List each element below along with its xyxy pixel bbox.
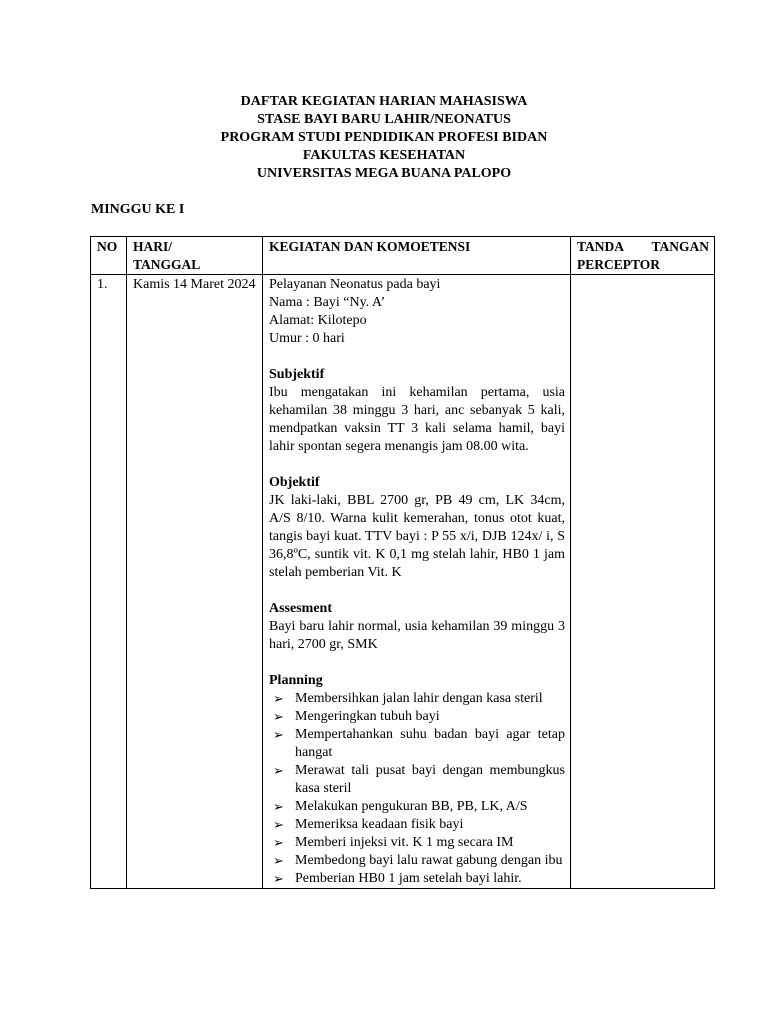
planning-title: Planning bbox=[269, 673, 323, 688]
intro-line: Pelayanan Neonatus pada bayi bbox=[269, 277, 441, 292]
header-day-date bbox=[127, 237, 263, 275]
list-item bbox=[269, 690, 565, 708]
planning-item-text: Memeriksa keadaan fisik bayi bbox=[295, 817, 464, 832]
header-date-label: TANGGAL bbox=[133, 257, 201, 272]
planning-item-text: Memberi injeksi vit. K 1 mg secara IM bbox=[295, 835, 514, 850]
header-signature-line2: PERCEPTOR bbox=[577, 257, 661, 272]
header-program: PROGRAM STUDI PENDIDIKAN PROFESI BIDAN bbox=[220, 130, 548, 145]
header-title: DAFTAR KEGIATAN HARIAN MAHASISWA bbox=[240, 94, 528, 109]
header-stase: STASE BAYI BARU LAHIR/NEONATUS bbox=[257, 112, 511, 127]
arrow-bullet-icon: ➢ bbox=[273, 799, 284, 814]
list-item bbox=[269, 870, 565, 888]
arrow-bullet-icon: ➢ bbox=[273, 727, 284, 742]
planning-item-text: Merawat tali pusat bayi dengan membungkus kasa steril bbox=[295, 763, 565, 796]
header-signature-word1: TANDA bbox=[577, 239, 624, 254]
assesment-title: Assesment bbox=[269, 601, 332, 616]
list-item bbox=[269, 816, 565, 834]
arrow-bullet-icon: ➢ bbox=[273, 817, 284, 832]
table-row bbox=[91, 275, 715, 889]
planning-item-text: Membedong bayi lalu rawat gabung dengan ibu bbox=[295, 853, 563, 868]
planning-item-text: Pemberian HB0 1 jam setelah bayi lahir. bbox=[295, 871, 522, 886]
planning-item-text: Mengeringkan tubuh bayi bbox=[295, 709, 440, 724]
header-faculty: FAKULTAS KESEHATAN bbox=[302, 148, 466, 163]
header-no: NO bbox=[91, 237, 127, 275]
list-item bbox=[269, 708, 565, 726]
planning-item-text: Mempertahankan suhu badan bayi agar tetap hangat bbox=[295, 727, 565, 760]
header-signature-word2: TANGAN bbox=[651, 239, 709, 254]
header-signature bbox=[571, 237, 715, 275]
week-label: MINGGU KE I bbox=[91, 202, 185, 217]
intro-line: Umur : 0 hari bbox=[269, 331, 345, 346]
arrow-bullet-icon: ➢ bbox=[273, 835, 284, 850]
objektif-title: Objektif bbox=[269, 475, 320, 490]
arrow-bullet-icon: ➢ bbox=[273, 853, 284, 868]
list-item bbox=[269, 762, 565, 798]
header-day-label: HARI/ bbox=[133, 239, 173, 254]
row-signature bbox=[571, 275, 715, 889]
header-activity: KEGIATAN DAN KOMOETENSI bbox=[263, 237, 571, 275]
header-university: UNIVERSITAS MEGA BUANA PALOPO bbox=[256, 166, 512, 181]
document-header bbox=[0, 93, 768, 183]
planning-list bbox=[269, 690, 565, 888]
assesment-text: Bayi baru lahir normal, usia kehamilan 39 minggu 3 hari, 2700 gr, SMK bbox=[269, 619, 565, 652]
subjektif-title: Subjektif bbox=[269, 367, 325, 382]
subjektif-text: Ibu mengatakan ini kehamilan pertama, usia kehamilan 38 minggu 3 hari, anc sebanyak 5 kali, mendpatkan vaksin TT 3 kali selama hamil, bayi lahir spontan segera menangis jam 08.00 wita. bbox=[269, 385, 565, 454]
arrow-bullet-icon: ➢ bbox=[273, 871, 284, 886]
intro-line: Alamat: Kilotepo bbox=[269, 313, 367, 328]
arrow-bullet-icon: ➢ bbox=[273, 691, 284, 706]
row-activity bbox=[263, 275, 571, 889]
header-signature-line1 bbox=[577, 238, 709, 256]
list-item bbox=[269, 834, 565, 852]
list-item bbox=[269, 726, 565, 762]
arrow-bullet-icon: ➢ bbox=[273, 763, 284, 778]
planning-item-text: Membersihkan jalan lahir dengan kasa steril bbox=[295, 691, 543, 706]
table-header-row bbox=[91, 237, 715, 275]
planning-item-text: Melakukan pengukuran BB, PB, LK, A/S bbox=[295, 799, 528, 814]
activity-table bbox=[90, 236, 715, 889]
intro-line: Nama : Bayi “Ny. A’ bbox=[269, 295, 386, 310]
arrow-bullet-icon: ➢ bbox=[273, 709, 284, 724]
list-item bbox=[269, 798, 565, 816]
row-date: Kamis 14 Maret 2024 bbox=[127, 275, 263, 889]
row-no: 1. bbox=[91, 275, 127, 889]
list-item bbox=[269, 852, 565, 870]
objektif-text: JK laki-laki, BBL 2700 gr, PB 49 cm, LK 34cm, A/S 8/10. Warna kulit kemerahan, tonus otot kuat, tangis bayi kuat. TTV bayi : P 55 x/i, DJB 124x/ i, S 36,8ºC, suntik vit. K 0,1 mg stelah lahir, HB0 1 jam stelah pemberian Vit. K bbox=[269, 493, 565, 580]
